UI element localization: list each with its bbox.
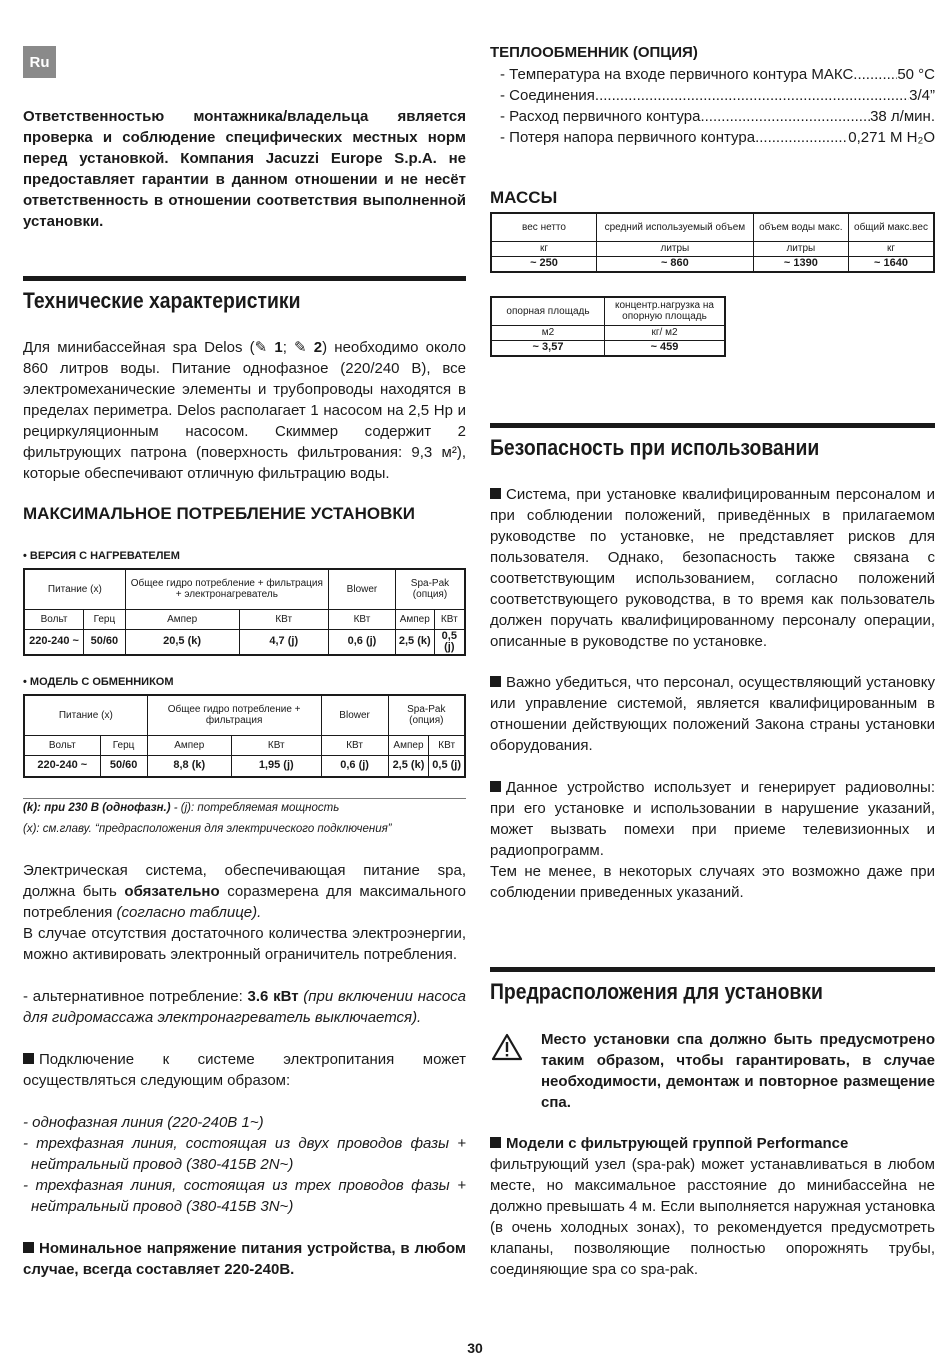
square-bullet-icon xyxy=(490,488,501,499)
tech-title: Технические характеристики xyxy=(23,288,301,313)
table-unit: м2 xyxy=(491,325,605,340)
table-header: Spa-Pak (опция) xyxy=(388,695,465,735)
performance-subtitle: Модели с фильтрующей группой Performance xyxy=(490,1133,935,1154)
support-table xyxy=(490,296,726,357)
table-cell: ~ 1390 xyxy=(753,256,848,272)
table2-caption: • МОДЕЛЬ С ОБМЕННИКОМ xyxy=(23,676,174,688)
safety-paragraph-3: Данное устройство использует и генерирует радиоволны: при его установке и использовании в нарушение указаний, может вызвать помехи при приеме телевизионных и радиопрограмм. xyxy=(490,779,935,859)
table-header: общий макс.вес xyxy=(848,213,934,241)
pencil-icon: ✎ xyxy=(254,339,268,356)
table-unit: литры xyxy=(753,241,848,256)
spec-row: - Температура на входе первичного контура МАКС ..... 50 °C xyxy=(500,64,935,85)
safety-title: Безопасность при использовании xyxy=(490,435,820,460)
wiring-list-item: - трехфазная линия, состоящая из трех проводов фазы + нейтральный провод (380-415В 3N~) xyxy=(23,1177,466,1215)
consumption-table-heater xyxy=(23,568,466,656)
tech-paragraph: Для минибассейная spa Delos (✎ 1; ✎ 2) необходимо около 860 литров воды. Питание однофазное (220/240 В), все электромеханические элементы и трубопроводы находятся в пределах периметра. Delos располагает 1 насосом на 2,5 Hp и рециркуляционным насосом. Скиммер содержит 2 фильтрующих патрона (поверхность фильтрования: 9,3 м²), которые обеспечивают отличную фильтрацию воды. xyxy=(23,339,466,482)
table-cell: 220-240 ~ xyxy=(24,755,100,777)
table-cell: 1,95 (j) xyxy=(231,755,321,777)
table-cell: 2,5 (k) xyxy=(388,755,429,777)
intro-disclaimer: Ответственностью монтажника/владельца является проверка и соблюдение специфических местных норм перед установкой. Компания Jacuzzi Europe S.p.A. не предоставляет гарантии в данном отношении и не несёт ответственность в отношении соответствия выполненной установки. xyxy=(23,108,466,230)
mass-title: МАССЫ xyxy=(490,188,558,207)
performance-paragraph: фильтрующий узел (spa-pak) может устанавливаться в любом месте, но максимальное расстояние до минибассейна не должно превышать 4 м. Если выполняется наружная установка (в очень холодных зонах), то рекомендуется предусмотреть клапаны, позволяющие полностью опорожнять трубы, соединяющие spa со spa-pak. xyxy=(490,1156,935,1278)
table-cell: 0,6 (j) xyxy=(321,755,388,777)
notes-divider xyxy=(23,798,466,799)
table-cell: 4,7 (j) xyxy=(239,629,328,655)
consumption-table-exchanger xyxy=(23,694,466,778)
exchanger-title: ТЕПЛООБМЕННИК (ОПЦИЯ) xyxy=(490,44,698,61)
table-subheader: Ампер xyxy=(147,735,231,755)
table-header: вес нетто xyxy=(491,213,597,241)
section-rule xyxy=(490,967,935,972)
language-badge: Ru xyxy=(23,46,56,78)
table-cell: 8,8 (k) xyxy=(147,755,231,777)
table-subheader: Вольт xyxy=(24,735,100,755)
table-cell: 20,5 (k) xyxy=(125,629,239,655)
max-consumption-title: МАКСИМАЛЬНОЕ ПОТРЕБЛЕНИЕ УСТАНОВКИ xyxy=(23,504,415,523)
table-header: Blower xyxy=(328,569,395,609)
table-cell: ~ 250 xyxy=(491,256,597,272)
square-bullet-icon xyxy=(490,1137,501,1148)
table-subheader: Герц xyxy=(100,735,147,755)
safety-paragraph-4: Тем не менее, в некоторых случаях это возможно даже при соблюдении приведенных указаний. xyxy=(490,863,935,901)
table-header: Общее гидро потребление + фильтрация xyxy=(147,695,321,735)
pencil-icon: ✎ xyxy=(294,339,307,356)
table-subheader: КВт xyxy=(328,609,395,629)
prep-title: Предрасположения для установки xyxy=(490,979,823,1004)
table-subheader: Ампер xyxy=(388,735,429,755)
table-subheader: КВт xyxy=(231,735,321,755)
page-number: 30 xyxy=(467,1340,483,1356)
table-cell: 0,5 (j) xyxy=(429,755,465,777)
table-note-2: (х): см.главу. “предрасположения для электрического подключения” xyxy=(23,823,392,835)
nominal-voltage-note: Номинальное напряжение питания устройства, в любом случае, всегда составляет 220-240В. xyxy=(23,1240,466,1278)
elec-paragraph-1: Электрическая система, обеспечивающая питание spa, должна быть обязательно соразмерена для максимального потребления (согласно таблице). xyxy=(23,862,466,921)
table-subheader: КВт xyxy=(434,609,465,629)
table-unit: кг xyxy=(848,241,934,256)
table-cell: ~ 1640 xyxy=(848,256,934,272)
square-bullet-icon xyxy=(23,1242,34,1253)
spec-row: - Соединения ..... 3/4” xyxy=(500,85,935,106)
table-cell: ~ 3,57 xyxy=(491,340,605,356)
table-subheader: КВт xyxy=(239,609,328,629)
wiring-list-item: - однофазная линия (220-240В 1~) xyxy=(23,1114,264,1131)
table-cell: ~ 459 xyxy=(605,340,726,356)
elec-paragraph-4: Подключение к системе электропитания может осуществляться следующим образом: xyxy=(23,1051,466,1089)
table-header: Blower xyxy=(321,695,388,735)
table-cell: 50/60 xyxy=(100,755,147,777)
safety-paragraph-1: Система, при установке квалифицированным персоналом и при соблюдении положений, приведённых в прилагаемом руководстве по установке, не представляет рисков для пользователя. Однако, безопасность также связана с соответствующим использованием, согласно положений соответствующего руководства, в то время как пользователь должен поручать квалифицированному персоналу операции, описанные в руководстве по установке. xyxy=(490,486,935,650)
table-header: Питание (х) xyxy=(24,569,125,609)
table-header: объем воды макс. xyxy=(753,213,848,241)
square-bullet-icon xyxy=(490,781,501,792)
square-bullet-icon xyxy=(490,676,501,687)
table-note-1: (k): при 230 В (однофазн.) - (j): потребляемая мощность xyxy=(23,802,340,814)
table-header: Общее гидро потребление + фильтрация + электронагреватель xyxy=(125,569,328,609)
table-header: Питание (х) xyxy=(24,695,147,735)
table-cell: ~ 860 xyxy=(597,256,754,272)
section-rule xyxy=(23,276,466,281)
table-cell: 50/60 xyxy=(84,629,126,655)
spec-row: - Потеря напора первичного контура ..... 0,271 М H₂O xyxy=(500,127,935,148)
warning-triangle-icon xyxy=(491,1033,523,1061)
safety-paragraph-2: Важно убедиться, что персонал, осуществляющий установку или управление системой, является квалифицированным в отношении действующих положений Закона страны установки оборудования. xyxy=(490,674,935,754)
spec-row: - Расход первичного контура ..... 38 л/мин. xyxy=(500,106,935,127)
table-subheader: Герц xyxy=(84,609,126,629)
table-subheader: КВт xyxy=(321,735,388,755)
table-header: опорная площадь xyxy=(491,297,605,325)
table-unit: кг xyxy=(491,241,597,256)
table-unit: кг/ м2 xyxy=(605,325,726,340)
table-header: концентр.нагрузка на опорную площадь xyxy=(605,297,726,325)
placement-warning: Место установки спа должно быть предусмотрено таким образом, чтобы гарантировать, в случае необходимости, демонтаж и повторное размещение спа. xyxy=(541,1031,935,1111)
table-header: средний используемый объем xyxy=(597,213,754,241)
elec-paragraph-3: - альтернативное потребление: 3.6 кВт (при включении насоса для гидромассажа электронагреватель выключается). xyxy=(23,988,466,1026)
table-subheader: Ампер xyxy=(125,609,239,629)
table-cell: 0,5 (j) xyxy=(434,629,465,655)
table-header: Spa-Pak (опция) xyxy=(395,569,465,609)
section-rule xyxy=(490,423,935,428)
table-subheader: Вольт xyxy=(24,609,84,629)
table1-caption: • ВЕРСИЯ С НАГРЕВАТЕЛЕМ xyxy=(23,550,180,562)
square-bullet-icon xyxy=(23,1053,34,1064)
exchanger-specs xyxy=(500,64,935,148)
wiring-list-item: - трехфазная линия, состоящая из двух проводов фазы + нейтральный провод (380-415В 2N~) xyxy=(23,1135,466,1173)
table-unit: литры xyxy=(597,241,754,256)
elec-paragraph-2: В случае отсутствия достаточного количества электроэнергии, можно активировать электронный ограничитель потребления. xyxy=(23,925,466,963)
table-cell: 0,6 (j) xyxy=(328,629,395,655)
table-subheader: Ампер xyxy=(395,609,434,629)
mass-table xyxy=(490,212,935,273)
table-subheader: КВт xyxy=(429,735,465,755)
table-cell: 2,5 (k) xyxy=(395,629,434,655)
table-cell: 220-240 ~ xyxy=(24,629,84,655)
